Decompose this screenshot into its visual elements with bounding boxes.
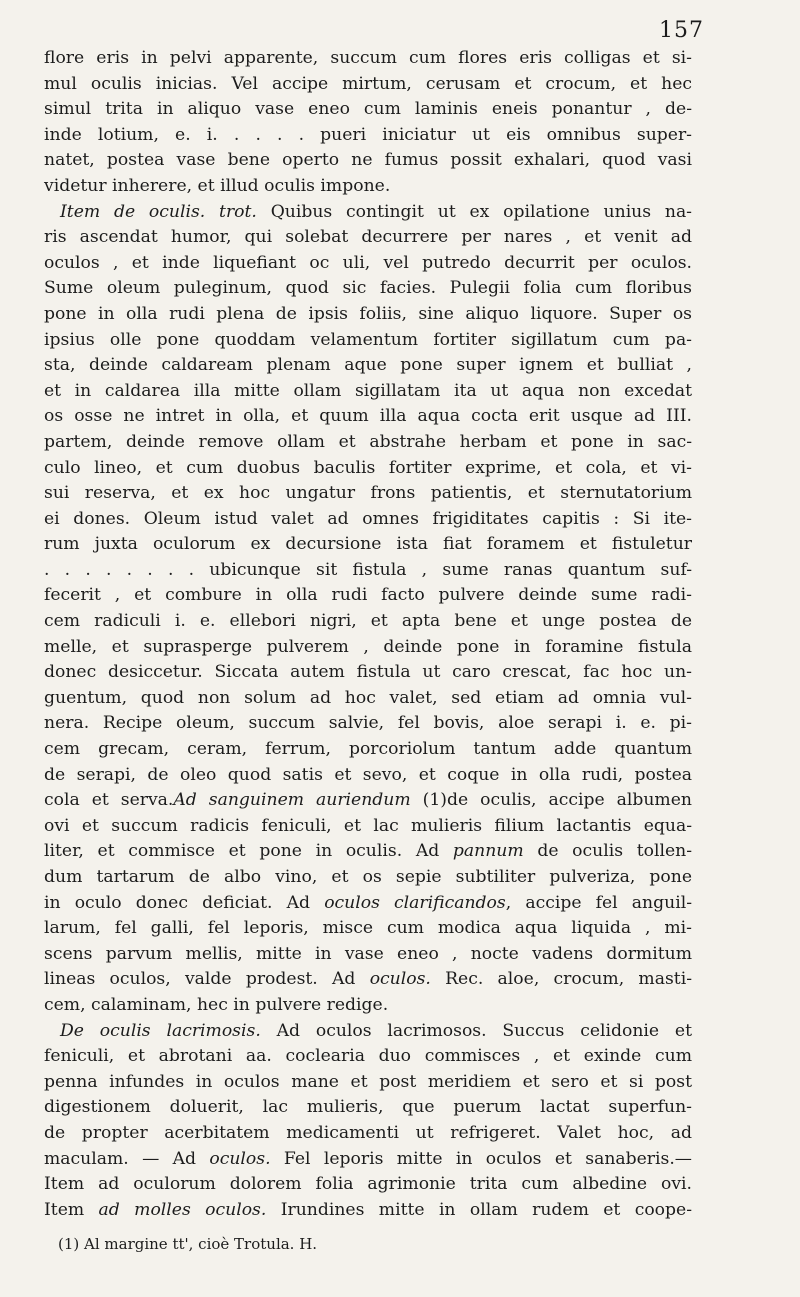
text-line: dum tartarum de albo vino, et os sepie subtiliter pulveriza, pone: [44, 867, 692, 887]
text-line: fecerit , et combure in olla rudi facto pulvere deinde sume radi-: [44, 585, 692, 606]
text-line: cem, calaminam, hec in pulvere redige.: [44, 994, 389, 1015]
text-line: lineas oculos, valde prodest. Ad oculos. Rec. aloe, crocum, masti-: [44, 969, 692, 990]
text-line: ovi et succum radicis feniculi, et lac mulieris filium lactantis equa-: [44, 815, 692, 836]
section-heading: oculos.: [369, 969, 431, 990]
text-line: sui reserva, et ex hoc ungatur frons patientis, et sternutatorium: [44, 483, 692, 504]
text-line: cem grecam, ceram, ferrum, porcoriolum tantum adde quantum: [44, 739, 692, 760]
text-line: De oculis lacrimosis. Ad oculos lacrimosos. Succus celidonie et: [60, 1020, 692, 1041]
text-line: ris ascendat humor, qui solebat decurrere per nares , et venit ad: [44, 227, 692, 248]
text-line: simul trita in aliquo vase eneo cum laminis eneis ponantur , de-: [44, 99, 692, 120]
section-heading: pannum: [452, 841, 524, 862]
text-line: guentum, quod non solum ad hoc valet, sed etiam ad omnia vul-: [44, 687, 692, 708]
section-heading: Item de oculis. trot.: [60, 201, 257, 222]
text-line: . . . . . . . . ubicunque sit fistula , sume ranas quantum suf-: [44, 559, 692, 580]
text-line: flore eris in pelvi apparente, succum cum flores eris colligas et si-: [44, 48, 692, 68]
text-line: liter, et commisce et pone in oculis. Ad pannum de oculis tollen-: [44, 841, 692, 862]
text-line: cola et serva.Ad sanguinem auriendum (1)de oculis, accipe albumen: [44, 790, 692, 811]
text-line: in oculo donec deficiat. Ad oculos clarificandos, accipe fel anguil-: [44, 892, 692, 913]
text-line: de serapi, de oleo quod satis et sevo, et coque in olla rudi, postea: [44, 764, 692, 785]
text-line: ei dones. Oleum istud valet ad omnes frigiditates capitis : Si ite-: [44, 508, 692, 529]
text-line: os osse ne intret in olla, et quum illa aqua cocta erit usque ad III.: [44, 406, 692, 427]
text-line: natet, postea vase bene operto ne fumus possit exhalari, quod vasi: [44, 150, 692, 171]
section-heading: oculos.: [209, 1148, 271, 1169]
text-line: oculos , et inde liquefiant oc uli, vel putredo decurrit per oculos.: [44, 252, 692, 273]
text-line: maculam. — Ad oculos. Fel leporis mitte in oculos et sanaberis.—: [44, 1148, 692, 1169]
text-line: feniculi, et abrotani aa. coclearia duo commisces , et exinde cum: [44, 1046, 692, 1067]
text-line: Sume oleum puleginum, quod sic facies. Pulegii folia cum floribus: [44, 278, 692, 299]
text-line: Item ad oculorum dolorem folia agrimonie trita cum albedine ovi.: [44, 1174, 692, 1195]
text-line: nera. Recipe oleum, succum salvie, fel bovis, aloe serapi i. e. pi-: [44, 713, 692, 734]
text-line: pone in olla rudi plena de ipsis foliis, sine aliquo liquore. Super os: [44, 303, 692, 324]
text-line: de propter acerbitatem medicamenti ut refrigeret. Valet hoc, ad: [44, 1122, 692, 1143]
section-heading: oculos clarificandos: [324, 892, 506, 913]
text-line: Item de oculis. trot. Quibus contingit ut ex opilatione unius na-: [60, 201, 692, 222]
text-line: rum juxta oculorum ex decursione ista fiat foramem et fistuletur: [44, 534, 692, 555]
body-text: [44, 46, 692, 1223]
text-line: larum, fel galli, fel leporis, misce cum modica aqua liquida , mi-: [44, 918, 692, 939]
text-line: melle, et suprasperge pulverem , deinde pone in foramine fistula: [44, 636, 692, 657]
text-line: ipsius olle pone quoddam velamentum fortiter sigillatum cum pa-: [44, 329, 692, 350]
text-line: Item ad molles oculos. Irundines mitte in ollam rudem et coope-: [44, 1199, 693, 1220]
text-line: scens parvum mellis, mitte in vase eneo , nocte vadens dormitum: [44, 943, 692, 964]
text-line: culo lineo, et cum duobus baculis fortiter exprime, et cola, et vi-: [44, 457, 692, 478]
text-line: penna infundes in oculos mane et post meridiem et sero et si post: [44, 1071, 692, 1092]
text-line: et in caldarea illa mitte ollam sigillatam ita ut aqua non excedat: [44, 380, 692, 401]
footnote: (1) Al margine tt', cioè Trotula. H.: [58, 1235, 318, 1253]
text-line: mul oculis inicias. Vel accipe mirtum, cerusam et crocum, et hec: [44, 73, 692, 94]
text-line: donec desiccetur. Siccata autem fistula ut caro crescat, fac hoc un-: [44, 662, 692, 683]
text-line: digestionem doluerit, lac mulieris, que puerum lactat superfun-: [44, 1097, 692, 1118]
text-line: inde lotium, e. i. . . . . pueri iniciatur ut eis omnibus super-: [44, 124, 692, 145]
section-heading: De oculis lacrimosis.: [60, 1020, 261, 1041]
text-line: sta, deinde caldaream plenam aque pone super ignem et bulliat ,: [44, 355, 692, 376]
text-line: videtur inherere, et illud oculis impone.: [44, 175, 391, 196]
section-heading: ad molles oculos.: [98, 1199, 267, 1220]
text-line: partem, deinde remove ollam et abstrahe herbam et pone in sac-: [44, 431, 692, 452]
section-heading: Ad sanguinem auriendum: [173, 790, 411, 811]
page-number: 157: [659, 18, 704, 43]
text-line: cem radiculi i. e. ellebori nigri, et apta bene et unge postea de: [44, 611, 692, 632]
footnote-marker: (1): [422, 790, 447, 811]
